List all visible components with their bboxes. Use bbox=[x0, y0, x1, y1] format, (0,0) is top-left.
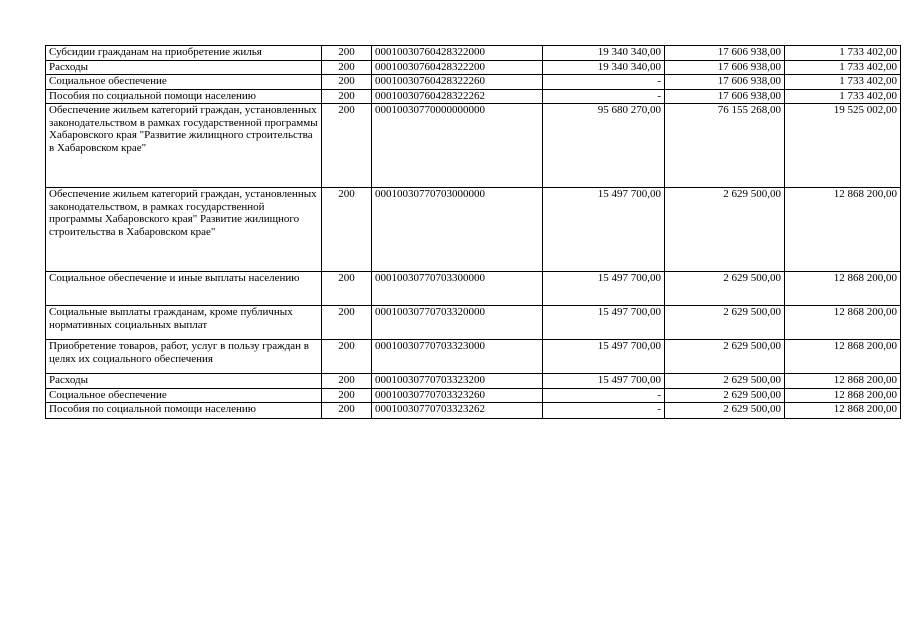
row-unexecuted-amount-cell: 12 868 200,00 bbox=[785, 188, 901, 272]
row-executed-amount-cell: 2 629 500,00 bbox=[665, 272, 785, 306]
row-executed-amount-cell: 2 629 500,00 bbox=[665, 188, 785, 272]
row-classification-code-cell: 00010030770703323200 bbox=[372, 374, 543, 389]
row-approved-amount-cell: 15 497 700,00 bbox=[543, 340, 665, 374]
table-row bbox=[46, 188, 901, 272]
table-row bbox=[46, 75, 901, 90]
table-row bbox=[46, 374, 901, 389]
table-row bbox=[46, 46, 901, 61]
row-executed-amount-cell: 2 629 500,00 bbox=[665, 340, 785, 374]
budget-execution-table bbox=[45, 45, 901, 419]
row-unexecuted-amount-cell: 19 525 002,00 bbox=[785, 104, 901, 188]
row-approved-amount-cell: 15 497 700,00 bbox=[543, 272, 665, 306]
row-approved-amount-cell: - bbox=[543, 403, 665, 419]
row-approved-amount-cell: 15 497 700,00 bbox=[543, 374, 665, 389]
table-row bbox=[46, 403, 901, 419]
row-approved-amount-cell: 15 497 700,00 bbox=[543, 188, 665, 272]
row-name-cell: Обеспечение жильем категорий граждан, установленных законодательством в рамках государственной программы Хабаровского края "Развитие жилищного строительства в Хабаровском крае" bbox=[46, 104, 322, 188]
row-name-cell: Социальное обеспечение bbox=[46, 388, 322, 403]
row-line-code-cell: 200 bbox=[322, 306, 372, 340]
row-unexecuted-amount-cell: 12 868 200,00 bbox=[785, 272, 901, 306]
row-classification-code-cell: 00010030770703300000 bbox=[372, 272, 543, 306]
row-name-cell: Приобретение товаров, работ, услуг в пользу граждан в целях их социального обеспечения bbox=[46, 340, 322, 374]
row-classification-code-cell: 00010030760428322262 bbox=[372, 89, 543, 104]
table-row bbox=[46, 306, 901, 340]
row-classification-code-cell: 00010030770703323000 bbox=[372, 340, 543, 374]
row-name-cell: Пособия по социальной помощи населению bbox=[46, 403, 322, 419]
row-approved-amount-cell: - bbox=[543, 75, 665, 90]
row-name-cell: Пособия по социальной помощи населению bbox=[46, 89, 322, 104]
row-name-cell: Субсидии гражданам на приобретение жилья bbox=[46, 46, 322, 61]
row-classification-code-cell: 00010030760428322000 bbox=[372, 46, 543, 61]
table-row bbox=[46, 388, 901, 403]
row-classification-code-cell: 00010030760428322260 bbox=[372, 75, 543, 90]
table-row bbox=[46, 104, 901, 188]
row-line-code-cell: 200 bbox=[322, 403, 372, 419]
row-approved-amount-cell: 15 497 700,00 bbox=[543, 306, 665, 340]
row-approved-amount-cell: - bbox=[543, 89, 665, 104]
row-line-code-cell: 200 bbox=[322, 89, 372, 104]
row-approved-amount-cell: 19 340 340,00 bbox=[543, 60, 665, 75]
row-classification-code-cell: 00010030770000000000 bbox=[372, 104, 543, 188]
row-executed-amount-cell: 17 606 938,00 bbox=[665, 89, 785, 104]
row-executed-amount-cell: 2 629 500,00 bbox=[665, 374, 785, 389]
row-unexecuted-amount-cell: 1 733 402,00 bbox=[785, 60, 901, 75]
row-executed-amount-cell: 2 629 500,00 bbox=[665, 403, 785, 419]
table-row bbox=[46, 340, 901, 374]
row-line-code-cell: 200 bbox=[322, 46, 372, 61]
row-unexecuted-amount-cell: 12 868 200,00 bbox=[785, 306, 901, 340]
row-unexecuted-amount-cell: 12 868 200,00 bbox=[785, 374, 901, 389]
row-line-code-cell: 200 bbox=[322, 188, 372, 272]
table-row bbox=[46, 89, 901, 104]
row-executed-amount-cell: 17 606 938,00 bbox=[665, 46, 785, 61]
row-unexecuted-amount-cell: 1 733 402,00 bbox=[785, 75, 901, 90]
row-unexecuted-amount-cell: 12 868 200,00 bbox=[785, 403, 901, 419]
row-name-cell: Расходы bbox=[46, 374, 322, 389]
row-name-cell: Социальное обеспечение и иные выплаты населению bbox=[46, 272, 322, 306]
table-body bbox=[46, 46, 901, 419]
row-line-code-cell: 200 bbox=[322, 340, 372, 374]
row-classification-code-cell: 00010030770703320000 bbox=[372, 306, 543, 340]
row-executed-amount-cell: 17 606 938,00 bbox=[665, 75, 785, 90]
row-unexecuted-amount-cell: 12 868 200,00 bbox=[785, 388, 901, 403]
row-approved-amount-cell: - bbox=[543, 388, 665, 403]
row-name-cell: Социальное обеспечение bbox=[46, 75, 322, 90]
table-row bbox=[46, 60, 901, 75]
row-executed-amount-cell: 17 606 938,00 bbox=[665, 60, 785, 75]
row-approved-amount-cell: 95 680 270,00 bbox=[543, 104, 665, 188]
row-unexecuted-amount-cell: 12 868 200,00 bbox=[785, 340, 901, 374]
row-line-code-cell: 200 bbox=[322, 374, 372, 389]
row-executed-amount-cell: 76 155 268,00 bbox=[665, 104, 785, 188]
row-line-code-cell: 200 bbox=[322, 388, 372, 403]
table-row bbox=[46, 272, 901, 306]
row-line-code-cell: 200 bbox=[322, 104, 372, 188]
row-classification-code-cell: 00010030770703323262 bbox=[372, 403, 543, 419]
row-name-cell: Обеспечение жильем категорий граждан, установленных законодательством, в рамках государственной программы Хабаровского края" Развитие жилищного строительства в Хабаровском крае" bbox=[46, 188, 322, 272]
row-line-code-cell: 200 bbox=[322, 60, 372, 75]
row-classification-code-cell: 00010030770703000000 bbox=[372, 188, 543, 272]
row-name-cell: Расходы bbox=[46, 60, 322, 75]
row-classification-code-cell: 00010030760428322200 bbox=[372, 60, 543, 75]
row-classification-code-cell: 00010030770703323260 bbox=[372, 388, 543, 403]
row-approved-amount-cell: 19 340 340,00 bbox=[543, 46, 665, 61]
row-executed-amount-cell: 2 629 500,00 bbox=[665, 306, 785, 340]
row-unexecuted-amount-cell: 1 733 402,00 bbox=[785, 89, 901, 104]
row-line-code-cell: 200 bbox=[322, 75, 372, 90]
row-unexecuted-amount-cell: 1 733 402,00 bbox=[785, 46, 901, 61]
row-line-code-cell: 200 bbox=[322, 272, 372, 306]
row-name-cell: Социальные выплаты гражданам, кроме публичных нормативных социальных выплат bbox=[46, 306, 322, 340]
row-executed-amount-cell: 2 629 500,00 bbox=[665, 388, 785, 403]
